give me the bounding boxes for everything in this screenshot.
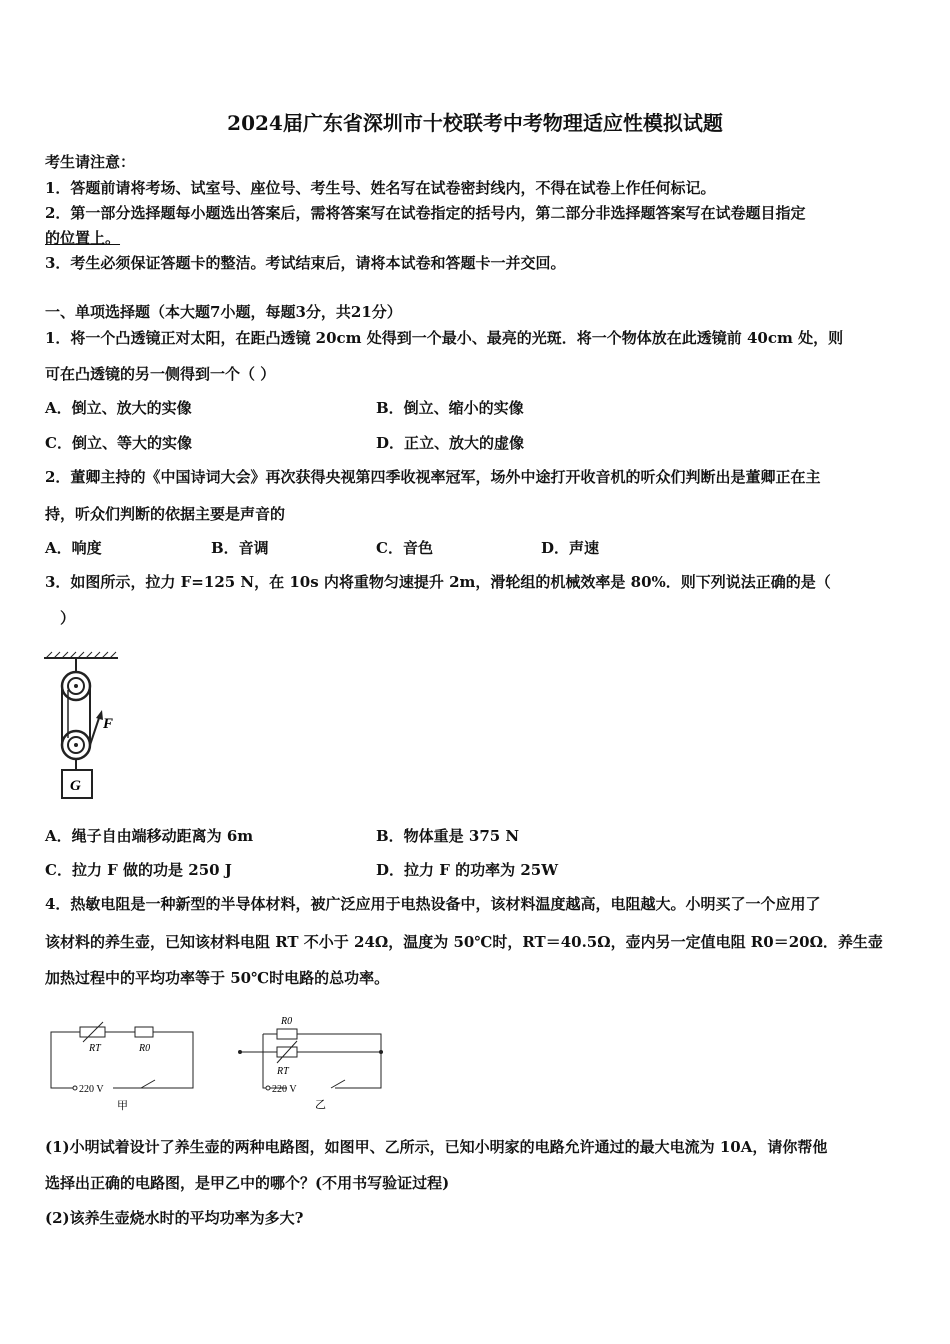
q1-option-a: A．倒立、放大的实像 (45, 399, 192, 417)
jia-caption: 甲 (117, 1100, 128, 1112)
yi-r0-label: R0 (281, 1016, 293, 1027)
jia-r0-label: R0 (139, 1043, 151, 1054)
jia-source-label: 220 V (79, 1084, 104, 1095)
q2-option-b: B．音调 (211, 539, 269, 557)
question-4-sub2: (2)该养生壶烧水时的平均功率为多大? (45, 1209, 304, 1227)
notice-item: 2．第一部分选择题每小题选出答案后，需将答案写在试卷指定的括号内，第二部分非选择题答案写在试卷题目指定 (45, 204, 806, 222)
pulley-diagram (40, 650, 130, 805)
q2-option-c: C．音色 (376, 539, 433, 557)
yi-rt-label: RT (277, 1066, 289, 1077)
question-1-line: 1．将一个凸透镜正对太阳，在距凸透镜 20cm 处得到一个最小、最亮的光斑．将一个物体放在此透镜前 40cm 处，则 (45, 329, 844, 347)
circuit-jia (45, 1018, 200, 1113)
question-2-line: 持，听众们判断的依据主要是声音的 (45, 505, 286, 523)
question-4-sub1: (1)小明试着设计了养生壶的两种电路图，如图甲、乙所示，已知小明家的电路允许通过的最大电流为 10A，请你帮他 (45, 1138, 828, 1156)
question-4-line: 4．热敏电阻是一种新型的半导体材料，被广泛应用于电热设备中，该材料温度越高，电阻越大。小明买了一个应用了 (45, 895, 821, 913)
page-title: 2024届广东省深圳市十校联考中考物理适应性模拟试题 (227, 111, 723, 135)
question-3-line: 3．如图所示，拉力 F=125 N，在 10s 内将重物匀速提升 2m，滑轮组的机械效率是 80%．则下列说法正确的是（ (45, 573, 831, 591)
question-2-line: 2．董卿主持的《中国诗词大会》再次获得央视第四季收视率冠军，场外中途打开收音机的听众们判断出是董卿正在主 (45, 468, 821, 486)
q3-option-d: D．拉力 F 的功率为 25W (376, 861, 559, 879)
yi-source-label: 220 V (272, 1084, 297, 1095)
notice-item: 的位置上。 (45, 229, 121, 247)
question-4-line: 加热过程中的平均功率等于 50℃时电路的总功率。 (45, 969, 390, 987)
q3-option-a: A．绳子自由端移动距离为 6m (45, 827, 254, 845)
q1-option-b: B．倒立、缩小的实像 (376, 399, 524, 417)
weight-label: G (70, 778, 81, 794)
question-4-sub1: 选择出正确的电路图，是甲乙中的哪个？(不用书写验证过程) (45, 1174, 450, 1192)
notice-item: 3．考生必须保证答题卡的整洁。考试结束后，请将本试卷和答题卡一并交回。 (45, 254, 566, 272)
q3-option-b: B．物体重是 375 N (376, 827, 520, 845)
q2-option-d: D．声速 (541, 539, 600, 557)
force-label: F (103, 716, 114, 732)
q1-option-d: D．正立、放大的虚像 (376, 434, 525, 452)
question-1-line: 可在凸透镜的另一侧得到一个（ ） (45, 365, 276, 383)
yi-caption: 乙 (315, 1099, 326, 1111)
question-4-line: 该材料的养生壶，已知该材料电阻 RT 不小于 24Ω，温度为 50℃时，RT＝40.5Ω，壶内另一定值电阻 R0＝20Ω．养生壶 (45, 933, 883, 951)
q1-option-c: C．倒立、等大的实像 (45, 434, 192, 452)
notice-item: 1．答题前请将考场、试室号、座位号、考生号、姓名写在试卷密封线内，不得在试卷上作任何标记。 (45, 179, 716, 197)
notice-header: 考生请注意： (45, 153, 136, 171)
q3-option-c: C．拉力 F 做的功是 250 J (45, 861, 232, 879)
circuit-yi (235, 1012, 390, 1112)
q2-option-a: A．响度 (45, 539, 102, 557)
section-heading: 一、单项选择题（本大题7小题，每题3分，共21分） (45, 303, 402, 321)
question-3-line: ） (60, 609, 76, 627)
jia-rt-label: RT (89, 1043, 101, 1054)
